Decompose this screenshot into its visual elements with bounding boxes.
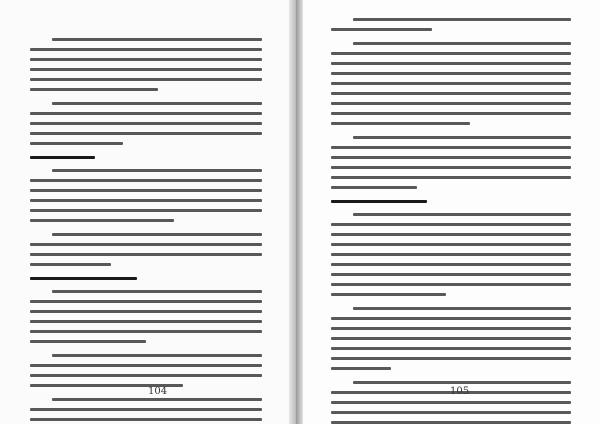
left-page-text-line — [30, 243, 262, 246]
left-page — [0, 0, 289, 424]
right-page-text-line — [331, 347, 571, 350]
right-page — [303, 0, 600, 424]
right-page-text-line — [331, 112, 571, 115]
right-page-text-line — [331, 317, 571, 320]
right-page-text-line — [331, 411, 571, 414]
right-page-text-line — [331, 243, 571, 246]
left-page-text-line — [30, 68, 262, 71]
left-page-text-line — [30, 418, 262, 421]
right-page-text-line — [353, 42, 571, 45]
left-page-text-line — [52, 102, 262, 105]
left-page-text-line — [30, 48, 262, 51]
left-page-text-line — [52, 233, 262, 236]
right-page-text-line — [331, 176, 571, 179]
left-page-text-line — [30, 408, 262, 411]
left-page-text-line — [52, 354, 262, 357]
left-page-text-line — [30, 320, 262, 323]
right-page-text-line — [353, 18, 571, 21]
right-page-text-line — [331, 72, 571, 75]
left-page-text-line — [30, 253, 262, 256]
right-page-text-line — [353, 307, 571, 310]
left-page-text-line — [30, 189, 262, 192]
left-page-text-line — [52, 38, 262, 41]
left-page-text-block — [0, 0, 289, 424]
right-page-text-line — [331, 166, 571, 169]
right-page-text-line — [331, 293, 446, 296]
right-page-text-line — [331, 273, 571, 276]
left-page-text-line — [30, 310, 262, 313]
right-page-text-line — [331, 337, 571, 340]
right-page-text-line — [331, 327, 571, 330]
right-page-text-line — [331, 156, 571, 159]
right-page-text-line — [331, 357, 571, 360]
left-page-text-line — [30, 179, 262, 182]
left-page-text-line — [30, 142, 123, 145]
right-page-text-line — [353, 381, 571, 384]
right-page-text-block — [303, 0, 600, 424]
left-page-text-line — [30, 199, 262, 202]
left-page-text-line — [30, 277, 137, 280]
left-page-text-line — [30, 374, 262, 377]
left-page-text-line — [30, 122, 262, 125]
left-page-text-line — [30, 156, 95, 159]
right-page-text-line — [353, 136, 571, 139]
left-page-text-line — [30, 58, 262, 61]
right-page-text-line — [331, 102, 571, 105]
left-page-text-line — [30, 209, 262, 212]
left-page-text-line — [30, 263, 111, 266]
right-page-text-line — [331, 253, 571, 256]
right-page-text-line — [331, 263, 571, 266]
left-page-text-line — [30, 219, 174, 222]
left-page-number: 104 — [148, 386, 168, 397]
right-page-number: 105 — [450, 386, 470, 397]
left-page-text-line — [30, 300, 262, 303]
right-page-text-line — [331, 186, 417, 189]
left-page-text-line — [30, 88, 158, 91]
book-gutter — [289, 0, 303, 424]
right-page-text-line — [331, 283, 571, 286]
right-page-text-line — [331, 146, 571, 149]
right-page-text-line — [331, 92, 571, 95]
left-page-text-line — [30, 330, 262, 333]
right-page-text-line — [331, 28, 432, 31]
left-page-text-line — [30, 364, 262, 367]
right-page-text-line — [331, 233, 571, 236]
right-page-text-line — [331, 52, 571, 55]
left-page-text-line — [52, 290, 262, 293]
right-page-text-line — [331, 401, 571, 404]
right-page-text-line — [331, 62, 571, 65]
right-page-text-line — [331, 82, 571, 85]
left-page-text-line — [30, 112, 262, 115]
right-page-text-line — [331, 367, 391, 370]
left-page-text-line — [30, 78, 262, 81]
right-page-text-line — [331, 122, 470, 125]
right-page-text-line — [353, 213, 571, 216]
left-page-text-line — [52, 398, 262, 401]
right-page-text-line — [331, 223, 571, 226]
left-page-text-line — [30, 340, 146, 343]
left-page-text-line — [52, 169, 262, 172]
left-page-text-line — [30, 132, 262, 135]
right-page-text-line — [331, 200, 427, 203]
